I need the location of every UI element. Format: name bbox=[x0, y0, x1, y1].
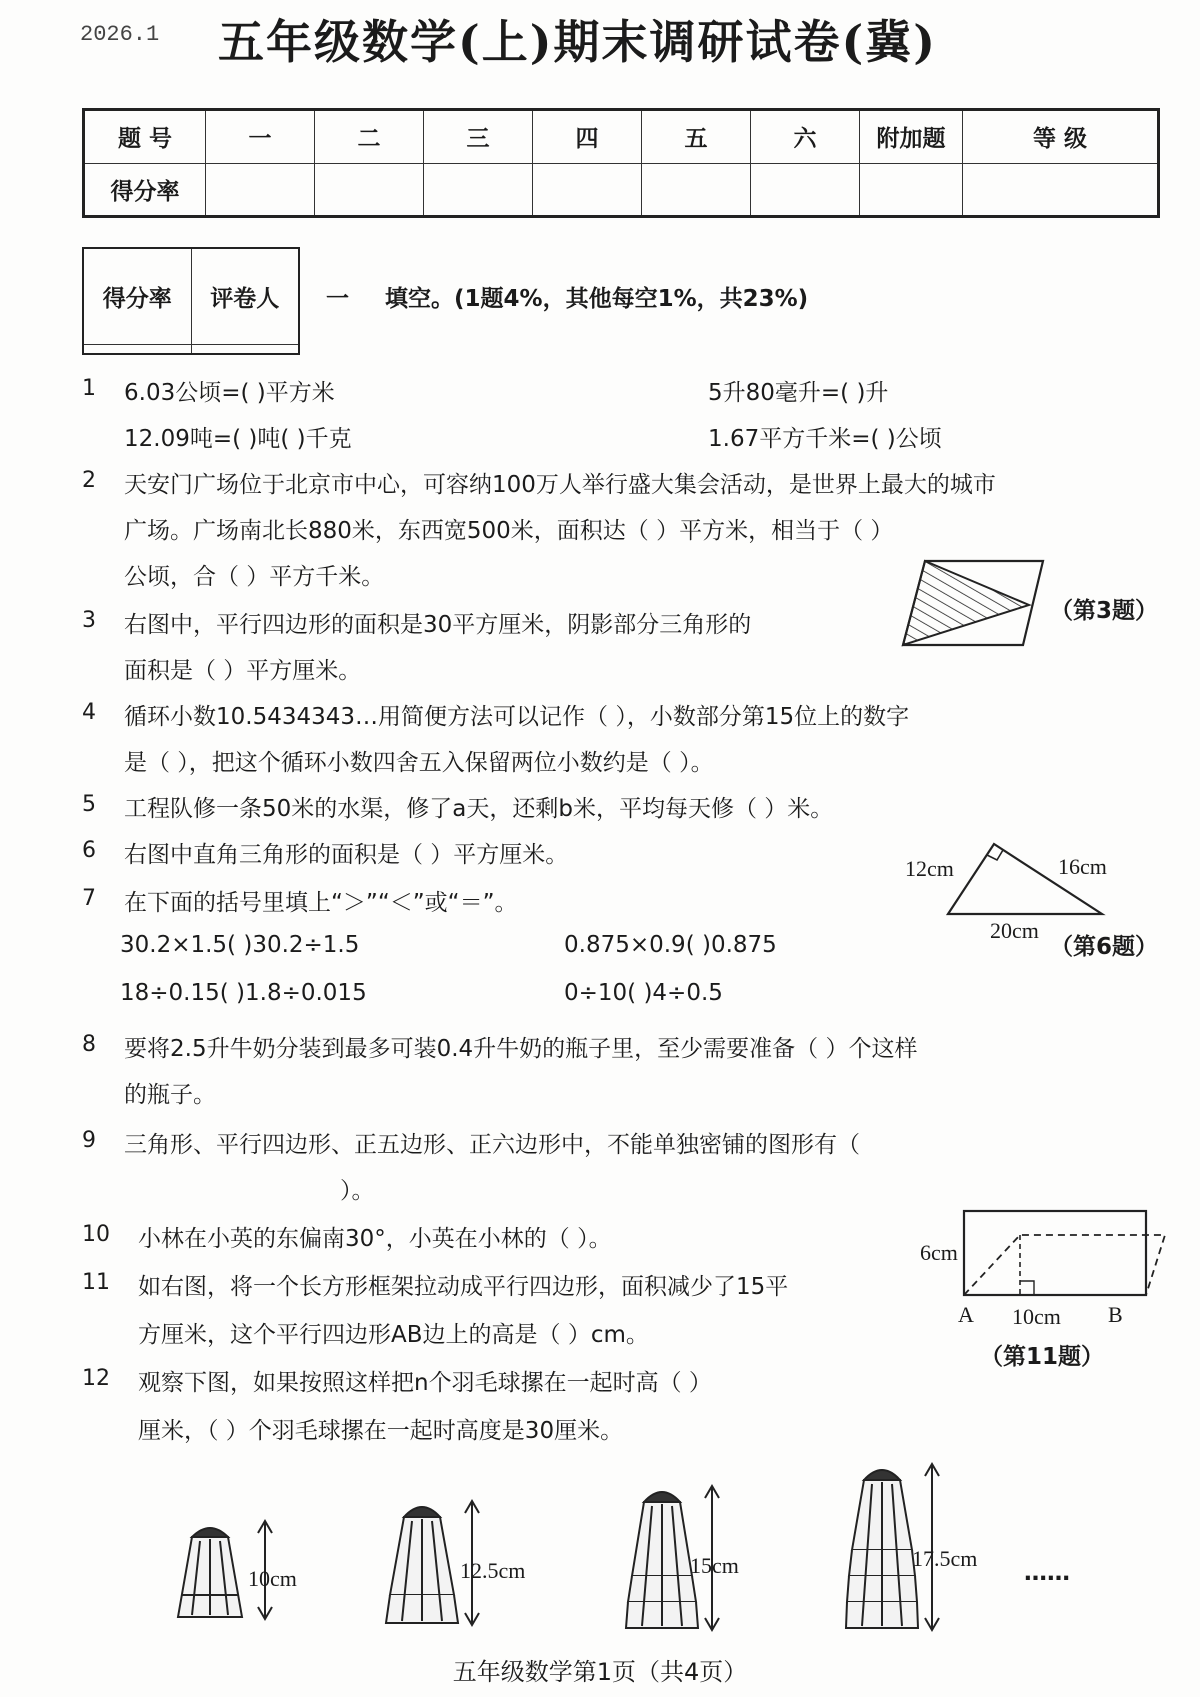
q6-caption: （第6题） bbox=[1050, 934, 1159, 960]
cell-grade: 等 级 bbox=[963, 110, 1159, 164]
q11-line-1: 如右图，将一个长方形框架拉动成平行四边形，面积减少了15平 bbox=[138, 1274, 789, 1300]
score-table bbox=[82, 108, 1160, 218]
score-blank[interactable] bbox=[424, 163, 533, 217]
score-blank[interactable] bbox=[860, 163, 963, 217]
q11-height-label: 6cm bbox=[920, 1240, 958, 1265]
score-header-row bbox=[84, 110, 1159, 164]
question-number: 11 bbox=[82, 1270, 110, 1295]
question-number: 3 bbox=[82, 608, 96, 633]
question-number: 7 bbox=[82, 886, 96, 911]
q6-line-1: 右图中直角三角形的面积是（ ）平方厘米。 bbox=[124, 842, 569, 868]
cell-section-3: 三 bbox=[424, 110, 533, 164]
q3-line-2: 面积是（ ）平方厘米。 bbox=[124, 658, 362, 684]
stack-2-height-label: 12.5cm bbox=[460, 1558, 526, 1583]
grader-table bbox=[82, 247, 300, 355]
grader-blank[interactable] bbox=[191, 345, 299, 354]
q1-part-a: 6.03公顷=( )平方米 bbox=[124, 380, 335, 406]
q2-line-1: 天安门广场位于北京市中心，可容纳100万人举行盛大集会活动，是世界上最大的城市 bbox=[124, 472, 996, 498]
cell-section-1: 一 bbox=[206, 110, 315, 164]
stack-1-height-label: 10cm bbox=[248, 1566, 297, 1591]
q11-base-label: 10cm bbox=[1012, 1304, 1061, 1329]
q4-line-1: 循环小数10.5434343…用简便方法可以记作（ ），小数部分第15位上的数字 bbox=[124, 704, 910, 730]
q8-line-2: 的瓶子。 bbox=[124, 1082, 216, 1108]
question-number: 10 bbox=[82, 1222, 110, 1247]
q11-point-b-label: B bbox=[1108, 1302, 1123, 1327]
question-number: 6 bbox=[82, 838, 96, 863]
question-number: 8 bbox=[82, 1032, 96, 1057]
stack-3-height-label: 15cm bbox=[690, 1553, 739, 1578]
grader-blank[interactable] bbox=[83, 345, 191, 354]
question-number: 9 bbox=[82, 1128, 96, 1153]
q7-part-c: 18÷0.15( )1.8÷0.015 bbox=[120, 980, 367, 1006]
q6-side-bottom-label: 20cm bbox=[990, 918, 1039, 943]
q12-line-1: 观察下图，如果按照这样把n个羽毛球摞在一起时高（ ） bbox=[138, 1370, 712, 1396]
cell-section-4: 四 bbox=[533, 110, 642, 164]
cell-section-2: 二 bbox=[315, 110, 424, 164]
section-number: 一 bbox=[326, 286, 349, 312]
parallelogram-figure bbox=[895, 555, 1050, 650]
score-rate-row bbox=[84, 163, 1159, 217]
q9-line-2: ）。 bbox=[340, 1178, 375, 1204]
continuation-ellipsis: …… bbox=[1024, 1560, 1070, 1586]
q1-part-b: 5升80毫升=( )升 bbox=[708, 380, 889, 406]
cell-bonus: 附加题 bbox=[860, 110, 963, 164]
q1-part-c: 12.09吨=( )吨( )千克 bbox=[124, 426, 352, 452]
exam-date: 2026.1 bbox=[80, 22, 160, 47]
q7-line-1: 在下面的括号里填上“＞”“＜”或“＝”。 bbox=[124, 890, 518, 916]
section-1-heading bbox=[326, 280, 808, 313]
question-number: 1 bbox=[82, 376, 96, 401]
section-title: 填空。(1题4%，其他每空1%，共23%) bbox=[385, 286, 809, 312]
q11-point-a-label: A bbox=[958, 1302, 974, 1327]
q11-caption: （第11题） bbox=[980, 1344, 1105, 1370]
q2-line-2: 广场。广场南北长880米，东西宽500米，面积达（ ）平方米，相当于（ ） bbox=[124, 518, 894, 544]
q9-line-1: 三角形、平行四边形、正五边形、正六边形中，不能单独密铺的图形有（ bbox=[124, 1132, 860, 1158]
cell-section-5: 五 bbox=[642, 110, 751, 164]
score-blank[interactable] bbox=[315, 163, 424, 217]
q8-line-1: 要将2.5升牛奶分装到最多可装0.4升牛奶的瓶子里，至少需要准备（ ）个这样 bbox=[124, 1036, 918, 1062]
q7-part-a: 30.2×1.5( )30.2÷1.5 bbox=[120, 932, 360, 958]
score-blank[interactable] bbox=[533, 163, 642, 217]
cell-question-number-label: 题 号 bbox=[84, 110, 206, 164]
page-title: 五年级数学(上)期末调研试卷(冀) bbox=[218, 15, 938, 69]
page-footer: 五年级数学第1页（共4页） bbox=[452, 1658, 748, 1686]
rectangle-parallelogram-figure bbox=[960, 1205, 1170, 1300]
question-number: 4 bbox=[82, 700, 96, 725]
cell-score-rate-label: 得分率 bbox=[84, 163, 206, 217]
score-blank[interactable] bbox=[206, 163, 315, 217]
q6-side-left-label: 12cm bbox=[905, 856, 954, 881]
grader-score-rate-label: 得分率 bbox=[83, 248, 191, 345]
q6-side-right-label: 16cm bbox=[1058, 854, 1107, 879]
q5-line-1: 工程队修一条50米的水渠，修了a天，还剩b米，平均每天修（ ）米。 bbox=[124, 796, 834, 822]
score-blank[interactable] bbox=[751, 163, 860, 217]
stack-4-height-label: 17.5cm bbox=[912, 1546, 978, 1571]
q11-line-2: 方厘米，这个平行四边形AB边上的高是（ ）cm。 bbox=[138, 1322, 649, 1348]
q7-part-d: 0÷10( )4÷0.5 bbox=[564, 980, 723, 1006]
q2-line-3: 公顷，合（ ）平方千米。 bbox=[124, 564, 385, 590]
cell-section-6: 六 bbox=[751, 110, 860, 164]
score-blank[interactable] bbox=[642, 163, 751, 217]
q3-line-1: 右图中，平行四边形的面积是30平方厘米，阴影部分三角形的 bbox=[124, 612, 752, 638]
q4-line-2: 是（ ），把这个循环小数四舍五入保留两位小数约是（ ）。 bbox=[124, 750, 714, 776]
q10-line-1: 小林在小英的东偏南30°，小英在小林的（ ）。 bbox=[138, 1226, 612, 1252]
question-number: 2 bbox=[82, 468, 96, 493]
q12-line-2: 厘米，（ ）个羽毛球摞在一起时高度是30厘米。 bbox=[138, 1418, 624, 1444]
q3-caption: （第3题） bbox=[1050, 598, 1159, 624]
question-number: 12 bbox=[82, 1366, 110, 1391]
q1-part-d: 1.67平方千米=( )公顷 bbox=[708, 426, 942, 452]
grader-label: 评卷人 bbox=[191, 248, 299, 345]
q7-part-b: 0.875×0.9( )0.875 bbox=[564, 932, 777, 958]
score-blank[interactable] bbox=[963, 163, 1159, 217]
question-number: 5 bbox=[82, 792, 96, 817]
